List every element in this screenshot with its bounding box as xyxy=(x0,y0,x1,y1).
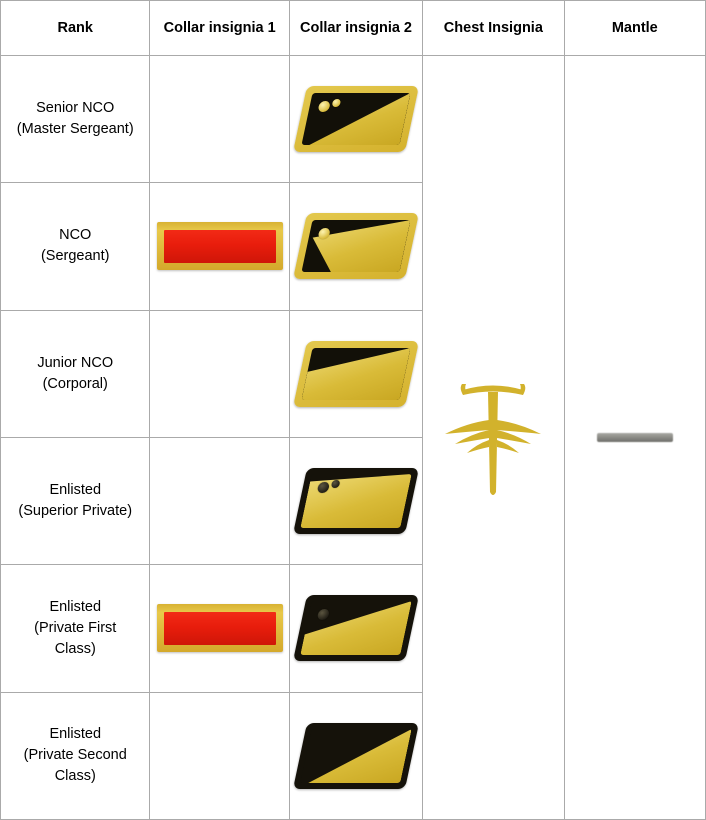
red-gold-bar-patch-icon xyxy=(157,604,283,652)
collar1-cell-empty xyxy=(150,56,289,183)
grey-bar-stripe-icon xyxy=(597,433,673,442)
rank-line: (Private Second xyxy=(23,747,127,764)
dark-chevron-plain-icon xyxy=(300,723,412,789)
rank-line: Class) xyxy=(54,768,96,785)
rank-cell-superior-private xyxy=(1,437,150,564)
dark-chevron-two-dots-icon xyxy=(300,468,412,534)
rank-line: Junior NCO xyxy=(37,354,114,371)
collar2-cell-superior-private xyxy=(289,437,422,564)
rank-cell-junior-nco xyxy=(1,310,150,437)
collar1-cell-sergeant xyxy=(150,183,289,310)
header-mantle: Mantle xyxy=(564,1,705,56)
header-chest-insignia: Chest Insignia xyxy=(423,1,564,56)
table-row xyxy=(1,56,706,183)
rank-line: (Master Sergeant) xyxy=(16,121,134,138)
header-rank: Rank xyxy=(1,1,150,56)
mantle-cell xyxy=(564,56,705,820)
rank-line: (Corporal) xyxy=(42,375,108,392)
header-collar-insignia-1: Collar insignia 1 xyxy=(150,1,289,56)
rank-line: Enlisted xyxy=(49,598,102,615)
rank-cell-senior-nco xyxy=(1,56,150,183)
collar1-cell-empty xyxy=(150,692,289,819)
collar2-cell-private-second-class xyxy=(289,692,422,819)
gold-framed-chevron-plain-icon xyxy=(300,341,412,407)
table-header-row xyxy=(1,1,706,56)
rank-line: Senior NCO xyxy=(36,100,115,117)
gold-framed-chevron-one-dot-icon xyxy=(300,213,412,279)
rank-line: NCO xyxy=(59,227,92,244)
winged-trident-emblem-icon xyxy=(433,368,553,508)
rank-dot-icon xyxy=(317,609,330,620)
rank-cell-private-second-class xyxy=(1,692,150,819)
collar2-cell-private-first-class xyxy=(289,565,422,692)
collar2-cell-master-sergeant xyxy=(289,56,422,183)
rank-line: Class) xyxy=(54,640,96,657)
rank-cell-nco xyxy=(1,183,150,310)
chest-insignia-cell xyxy=(423,56,564,820)
collar1-cell-empty xyxy=(150,437,289,564)
red-gold-bar-patch-icon xyxy=(157,222,283,270)
collar2-cell-sergeant xyxy=(289,183,422,310)
rank-line: Enlisted xyxy=(49,726,102,743)
rank-dot-icon xyxy=(317,101,330,112)
header-collar-insignia-2: Collar insignia 2 xyxy=(289,1,422,56)
collar1-cell-empty xyxy=(150,310,289,437)
rank-line: (Private First xyxy=(34,619,117,636)
dark-chevron-one-dot-icon xyxy=(300,595,412,661)
rank-cell-private-first-class xyxy=(1,565,150,692)
gold-framed-chevron-two-dots-icon xyxy=(300,86,412,152)
rank-line: (Sergeant) xyxy=(40,248,110,265)
collar1-cell-private-first-class xyxy=(150,565,289,692)
rank-dot-icon xyxy=(332,99,342,107)
rank-line: Enlisted xyxy=(49,482,102,499)
rank-line: (Superior Private) xyxy=(18,503,133,520)
collar2-cell-corporal xyxy=(289,310,422,437)
